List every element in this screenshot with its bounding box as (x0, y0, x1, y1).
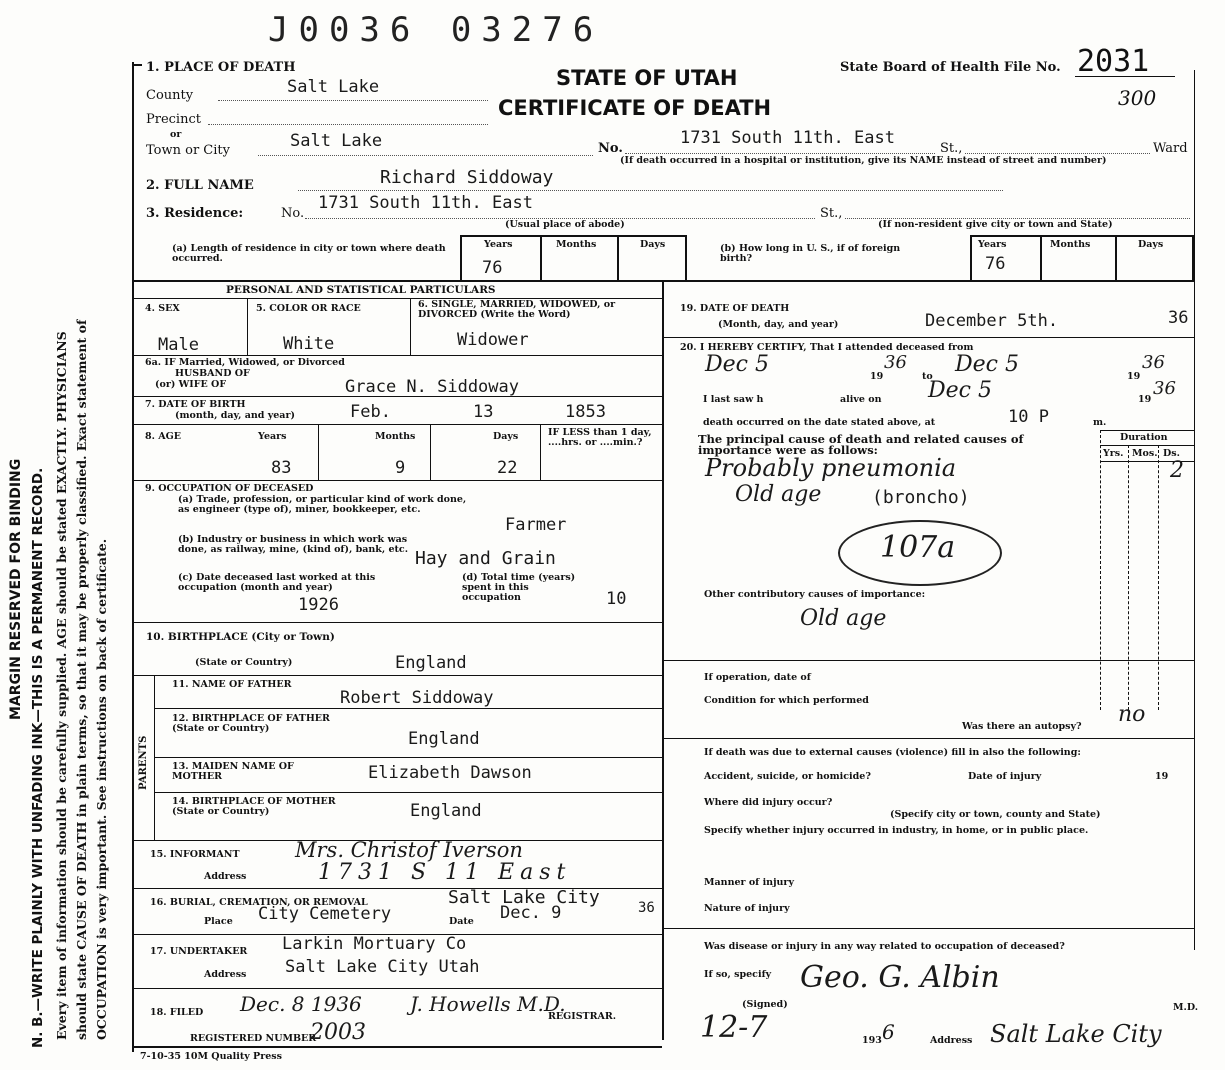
res-col-b2 (1040, 235, 1042, 280)
occ-a-text: (a) Trade, profession, or particular kind of work done, as engineer (type of), miner, bookkeeper, etc. (178, 494, 467, 515)
dur-col-3 (1158, 445, 1159, 710)
father-value: Robert Siddoway (340, 688, 494, 708)
duration-top (1100, 430, 1194, 431)
occ-d-text: (d) Total time (years) spent in this occupation (462, 572, 576, 603)
res-col-2 (540, 235, 542, 280)
duration-mid (1100, 445, 1194, 446)
color-label: 5. COLOR OR RACE (256, 303, 361, 314)
precinct-label: Precinct (146, 112, 201, 127)
res-col-b1 (970, 235, 972, 280)
res-a-years: 76 (482, 258, 503, 278)
note-300: 300 (1118, 86, 1157, 110)
duration-label: Duration (1120, 432, 1168, 443)
occ-d-value: 10 (606, 589, 627, 609)
autopsy-value: no (1118, 702, 1146, 727)
res-col-1 (460, 235, 462, 280)
row-8-line (132, 480, 662, 481)
last-saw-19: 19 (1138, 394, 1152, 405)
personal-heading: PERSONAL AND STATISTICAL PARTICULARS (226, 284, 496, 296)
attend-19-a: 19 (870, 371, 884, 382)
regnum-label: REGISTERED NUMBER (190, 1033, 317, 1044)
res-days-head: Days (640, 239, 666, 250)
md-label: M.D. (1173, 1002, 1199, 1013)
dod-year: 36 (1168, 308, 1189, 328)
dur-col-1 (1100, 430, 1101, 710)
age-years: 83 (271, 458, 292, 478)
margin-line-4: OCCUPATION is very important. See instructions on back of certificate. (94, 538, 109, 1040)
sign-year-prefix: 193 (862, 1035, 882, 1046)
attend-19-b: 19 (1127, 371, 1141, 382)
full-name-label: 2. FULL NAME (146, 178, 254, 193)
disease-label: Was disease or injury in any way related to occupation of deceased? (704, 941, 1065, 952)
spouse-label-2: HUSBAND OF (175, 368, 250, 379)
spouse-label-1: 6a. IF Married, Widowed, or Divorced (145, 357, 345, 368)
res-b-days-head: Days (1138, 239, 1164, 250)
ward-line (965, 153, 1150, 154)
mother-value: Elizabeth Dawson (368, 763, 532, 783)
mother-text: 13. MAIDEN NAME OF MOTHER (172, 761, 294, 782)
county-value: Salt Lake (287, 77, 380, 97)
dod-label: 19. DATE OF DEATH (680, 303, 790, 314)
row-22-line (662, 928, 1194, 929)
margin-binding-wrap (8, 459, 24, 720)
filed-label: 18. FILED (150, 1007, 204, 1018)
res-table-top (460, 235, 685, 237)
cert-title: CERTIFICATE OF DEATH (498, 96, 772, 120)
town-line (258, 155, 593, 156)
birthplace-label: 10. BIRTHPLACE (City or Town) (146, 631, 335, 643)
registrar-signature: J. Howells M.D. (410, 992, 566, 1016)
death-time: 10 P (1008, 407, 1049, 427)
res-months-head: Months (556, 239, 597, 250)
age-col-3 (540, 424, 541, 480)
street-line (625, 153, 935, 154)
margin-line-4-wrap (94, 539, 109, 1040)
autopsy-label: Was there an autopsy? (962, 721, 1082, 732)
undertaker-addr-label: Address (204, 969, 247, 980)
res-col-b3 (1115, 235, 1117, 280)
sign-year: 6 (882, 1020, 895, 1044)
occurred-label: death occurred on the date stated above, at (703, 417, 936, 428)
age-months: 9 (395, 458, 406, 478)
cause-1: Probably pneumonia (705, 454, 957, 482)
margin-binding-label (30, 468, 46, 1048)
sex-value: Male (158, 335, 199, 355)
dod-value: December 5th. (925, 311, 1059, 331)
row-6-line (132, 355, 662, 356)
res-b-months-head: Months (1050, 239, 1091, 250)
cause-text: The principal cause of death and related causes of importance were as follows: (698, 432, 1024, 457)
age-label: 8. AGE (145, 431, 181, 442)
res-col-4 (685, 235, 687, 280)
state-title: STATE OF UTAH (556, 66, 738, 90)
occ-b-text: (b) Industry or business in which work was done, as railway, mine, (kind of), bank, etc. (178, 534, 409, 555)
sign-date: 12-7 (700, 1010, 768, 1045)
residence-value: 1731 South 11th. East (318, 193, 533, 213)
board-underline (1075, 76, 1175, 77)
hospital-note: (If death occurred in a hospital or institution, give its NAME instead of street and number) (620, 155, 1107, 166)
usual-note: (Usual place of abode) (505, 219, 625, 230)
specify-label: Specify whether injury occurred in industry, in home, or in public place. (704, 825, 1089, 836)
occ-b-value: Hay and Grain (415, 548, 556, 569)
st-label: St., (940, 141, 963, 156)
residence-st-label: St., (820, 206, 843, 221)
town-value: Salt Lake (290, 131, 383, 151)
parents-label-wrap (138, 736, 149, 790)
birthplace-state-label: (State or Country) (195, 657, 293, 668)
street-value: 1731 South 11th. East (680, 128, 895, 148)
signed-label: (Signed) (742, 999, 788, 1010)
file-stamp: J0036 03276 (268, 10, 604, 50)
dob-month: Feb. (350, 402, 391, 422)
duration-1: 2 (1170, 458, 1184, 483)
informant-addr-label: Address (204, 871, 247, 882)
dob-year: 1853 (565, 402, 606, 422)
burial-place-label: Place (204, 916, 233, 927)
left-frame (132, 62, 134, 1052)
specify-note: (Specify city or town, county and State) (890, 809, 1101, 820)
place-heading: 1. PLACE OF DEATH (146, 60, 296, 75)
res-years-head: Years (484, 239, 513, 250)
dod-sub: (Month, day, and year) (718, 319, 839, 330)
row-10-line (132, 675, 662, 676)
county-line (218, 100, 488, 101)
dur-mos: Mos. (1132, 448, 1158, 459)
burial-date: Dec. 9 (500, 903, 562, 923)
filed-value: Dec. 8 1936 (240, 992, 362, 1016)
physician-signature: Geo. G. Albin (800, 960, 1000, 995)
dob-day: 13 (473, 402, 494, 422)
nature-label: Nature of injury (704, 903, 790, 914)
burial-label: 16. BURIAL, CREMATION, OR REMOVAL (150, 897, 368, 908)
margin-line-2: Every item of information should be carefully supplied. AGE should be stated EXACTLY. PHYSICIANS (54, 331, 69, 1040)
op-label: If operation, date of (704, 672, 811, 683)
mother-label (172, 762, 332, 782)
precinct-line (208, 124, 488, 125)
margin-line-3-wrap (74, 320, 89, 1040)
informant-addr: 1731 S 11 East (318, 860, 572, 885)
right-frame (1194, 70, 1195, 950)
marital-label (418, 300, 662, 320)
row-7-line (132, 424, 662, 425)
address-label: Address (930, 1035, 973, 1046)
undertaker-value: Larkin Mortuary Co (282, 934, 467, 954)
spouse-value: Grace N. Siddoway (345, 377, 519, 397)
sex-col (247, 298, 248, 355)
full-name-line (298, 190, 1003, 191)
margin-line-3: should state CAUSE OF DEATH in plain terms, so that it may be properly classified. Exact statement of (74, 319, 89, 1040)
registrar-label: REGISTRAR. (548, 1011, 617, 1022)
father-bp-value: England (408, 729, 480, 749)
father-bp-label (172, 714, 352, 734)
cause-code: 107a (880, 530, 956, 565)
cause-label (698, 434, 1098, 456)
informant-value: Mrs. Christof Iverson (295, 838, 523, 862)
to-label: to (922, 371, 933, 382)
cause-2: Old age (735, 482, 822, 507)
res-col-3 (617, 235, 619, 280)
occ-label: 9. OCCUPATION OF DECEASED (145, 483, 314, 494)
res-table-top-b (970, 235, 1192, 237)
alive-label: alive on (840, 394, 882, 405)
birthplace-value: England (395, 653, 467, 673)
occ-a-label (178, 495, 478, 515)
ifso-label: If so, specify (704, 969, 772, 980)
row-12-line (154, 757, 662, 758)
row-13-line (154, 792, 662, 793)
color-col (410, 298, 411, 355)
res-b-years: 76 (985, 254, 1006, 274)
residence-a-text: (a) Length of residence in city or town where death occurred. (172, 243, 446, 264)
marital-value: Widower (457, 330, 529, 350)
age-col-1 (318, 424, 319, 480)
street-no-label: No. (598, 141, 623, 156)
burial-place: City Cemetery (258, 904, 392, 924)
physician-address: Salt Lake City (990, 1020, 1162, 1048)
ward-label: Ward (1153, 141, 1188, 156)
dur-col-2 (1128, 445, 1129, 710)
margin-line-1: N. B.—WRITE PLAINLY WITH UNFADING INK—THIS IS A PERMANENT RECORD. (30, 467, 46, 1048)
dob-label: 7. DATE OF BIRTH (145, 399, 246, 410)
age-less-label (548, 428, 660, 448)
residence-a-label (172, 244, 457, 264)
undertaker-label: 17. UNDERTAKER (150, 946, 248, 957)
cond-label: Condition for which performed (704, 695, 869, 706)
spouse-label-3: (or) WIFE OF (155, 379, 227, 390)
row-6a-line (132, 396, 662, 397)
or-label: or (170, 129, 182, 140)
injury-date-label: Date of injury (968, 771, 1042, 782)
occ-c-label (178, 573, 408, 593)
row-9-line (132, 622, 662, 623)
board-label: State Board of Health File No. (840, 60, 1061, 75)
last-saw-label: I last saw h (703, 394, 764, 405)
where-label: Where did injury occur? (704, 797, 833, 808)
father-bp-text: 12. BIRTHPLACE OF FATHER (State or Country) (172, 713, 330, 734)
mother-bp-value: England (410, 801, 482, 821)
certify-label: 20. I HEREBY CERTIFY, That I attended deceased from (680, 342, 974, 353)
full-name-value: Richard Siddoway (380, 167, 554, 188)
dur-yrs: Yrs. (1103, 448, 1124, 459)
age-days-label: Days (493, 431, 519, 442)
attend-from: Dec 5 (705, 352, 769, 377)
other-label: Other contributory causes of importance: (704, 589, 926, 600)
printer-mark: 7-10-35 10M Quality Press (140, 1051, 282, 1062)
ext-label: If death was due to external causes (violence) fill in also the following: (704, 747, 1081, 758)
mother-bp-text: 14. BIRTHPLACE OF MOTHER (State or Country) (172, 796, 336, 817)
nonres-note: (If non-resident give city or town and State) (878, 219, 1113, 230)
attend-to: Dec 5 (955, 352, 1019, 377)
residence-label: 3. Residence: (146, 206, 244, 221)
attend-from-year: 36 (884, 352, 907, 373)
town-label: Town or City (146, 143, 230, 158)
binding-margin-label: MARGIN RESERVED FOR BINDING (8, 458, 24, 720)
regnum-value: 2003 (310, 1020, 366, 1045)
margin-line-2-wrap (54, 331, 69, 1040)
age-less-text: IF LESS than 1 day, ....hrs. or ....min.? (548, 427, 652, 448)
occ-a-value: Farmer (505, 515, 567, 535)
top-frame-short (132, 64, 142, 66)
last-saw-date: Dec 5 (928, 378, 992, 403)
row-17-line (132, 988, 662, 989)
cause-2b: (broncho) (872, 487, 970, 508)
parents-label: PARENTS (138, 735, 149, 790)
age-years-label: Years (258, 431, 287, 442)
occ-b-label (178, 535, 438, 555)
row-20-line (662, 660, 1194, 661)
mother-bp-label (172, 797, 352, 817)
board-number: 2031 (1077, 44, 1150, 79)
row-19-line (662, 337, 1194, 338)
age-days: 22 (497, 458, 518, 478)
row-21-line (662, 738, 1194, 739)
residence-b-label (720, 244, 920, 264)
injury-19: 19 (1155, 771, 1169, 782)
residence-b-text: (b) How long in U. S., if of foreign birth? (720, 243, 901, 264)
occ-c-text: (c) Date deceased last worked at this occupation (month and year) (178, 572, 376, 593)
age-col-2 (430, 424, 431, 480)
dob-sub: (month, day, and year) (175, 410, 295, 421)
father-label: 11. NAME OF FATHER (172, 679, 292, 690)
attend-to-year: 36 (1142, 352, 1165, 373)
dur-ds: Ds. (1163, 448, 1180, 459)
res-b-years-head: Years (978, 239, 1007, 250)
bottom-frame (132, 1046, 662, 1048)
county-label: County (146, 88, 194, 103)
other-value: Old age (800, 606, 887, 631)
burial-date-label: Date (449, 916, 474, 927)
last-saw-year: 36 (1153, 378, 1176, 399)
occ-c-value: 1926 (298, 595, 339, 615)
age-months-label: Months (375, 431, 416, 442)
marital-label-text: 6. SINGLE, MARRIED, WIDOWED, or DIVORCED (Write the Word) (418, 299, 616, 320)
row-11-line (154, 708, 662, 709)
color-value: White (283, 334, 335, 354)
undertaker-addr: Salt Lake City Utah (285, 957, 480, 977)
informant-label: 15. INFORMANT (150, 849, 240, 860)
burial-city: Salt Lake City (448, 887, 600, 908)
m-label: m. (1093, 417, 1107, 428)
sex-label: 4. SEX (145, 303, 180, 314)
occ-d-label (462, 573, 582, 603)
manner-label: Manner of injury (704, 877, 794, 888)
acc-label: Accident, suicide, or homicide? (704, 771, 871, 782)
residence-no-label: No. (281, 206, 305, 221)
burial-year: 36 (638, 900, 655, 916)
